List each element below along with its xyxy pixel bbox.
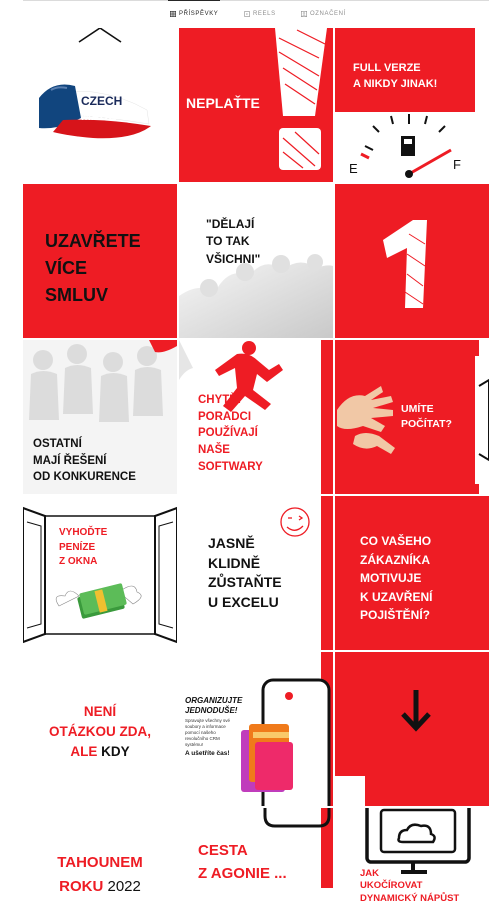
post-full-verze-line1: FULL VERZE: [353, 62, 421, 74]
posts-grid: [23, 28, 489, 902]
number-one-icon: [335, 184, 489, 338]
post-organizujte-cta: A ušetříte čas!: [185, 750, 230, 757]
post-full-verze-line2: A NIKDY JINAK!: [353, 78, 438, 90]
gauge-empty-label: E: [349, 161, 358, 176]
window-money-icon: [23, 496, 177, 650]
post-cesta[interactable]: [179, 808, 333, 902]
tab-reels[interactable]: [244, 0, 276, 28]
post-organizujte-title: ORGANIZUJTE JEDNODUŠE!: [185, 696, 243, 715]
post-full-verze[interactable]: [335, 28, 489, 182]
post-umite[interactable]: [335, 340, 489, 494]
post-neni-line3-a: ALE: [70, 744, 102, 759]
post-delaji-text: "DĚLAJÍ TO TAK VŠICHNI": [206, 217, 261, 266]
post-jak-text: JAK UKOČÍROVAT DYNAMICKÝ NÁPŮST: [360, 868, 460, 902]
fuel-gauge-icon: [335, 28, 489, 182]
post-jasne[interactable]: [179, 496, 333, 650]
tab-posts-label: PŘÍSPĚVKY: [179, 11, 219, 17]
gauge-full-label: F: [453, 157, 461, 172]
post-organizujte[interactable]: [179, 652, 333, 806]
post-tahounem[interactable]: [23, 808, 177, 902]
post-jak-ukocirovat[interactable]: [335, 808, 489, 902]
post-neni-line3: [23, 744, 177, 760]
post-tahounem-line2-a: ROKU: [59, 878, 108, 895]
post-uzavrete[interactable]: [23, 184, 177, 338]
post-neni-line2: OTÁZKOU ZDA,: [49, 724, 151, 739]
post-uzavrete-text: UZAVŘETE VÍCE SMLUV: [45, 231, 141, 305]
post-czech-made[interactable]: [23, 28, 177, 182]
tab-tagged-label: OZNAČENÍ: [310, 11, 346, 17]
post-neplatte[interactable]: [179, 28, 333, 182]
post-chytri-text: CHYTŘÍ PORADCI POUŽÍVAJÍ NAŠE SOFTWARY: [198, 394, 263, 473]
post-neplatte-text: NEPLAŤTE: [186, 95, 260, 111]
profile-tabs: [0, 0, 503, 28]
post-ostatni[interactable]: [23, 340, 177, 494]
post-umite-text: UMÍTE POČÍTAT?: [401, 403, 452, 431]
post-co-vaseho[interactable]: [335, 496, 489, 650]
post-tahounem-line1: TAHOUNEM: [57, 854, 143, 871]
tagged-icon: [301, 11, 307, 17]
post-neni-line3-b: KDY: [101, 744, 130, 759]
post-czech-made-line2: MADE: [81, 109, 117, 123]
post-czech-made-line1: CZECH: [81, 94, 123, 108]
post-organizujte-body: Spravujte všechny své soubory a informace pomocí našeho revolučního CRM systému!: [185, 718, 231, 748]
post-neni-line1: NENÍ: [83, 704, 117, 719]
tab-tagged[interactable]: [301, 0, 346, 28]
tab-reels-label: REELS: [253, 11, 276, 17]
arrow-down-icon: [335, 652, 489, 806]
post-vyhodte-text: VYHOĎTE PENÍZE Z OKNA: [59, 527, 108, 567]
post-one[interactable]: [335, 184, 489, 338]
post-ostatni-text: OSTATNÍ MAJÍ ŘEŠENÍ OD KONKURENCE: [33, 438, 136, 484]
post-delaji[interactable]: [179, 184, 333, 338]
grid-icon: [170, 11, 176, 17]
reels-icon: [244, 11, 250, 17]
post-tahounem-line2-b: 2022: [107, 878, 141, 895]
post-neni-otazkou[interactable]: [23, 652, 177, 806]
post-co-vaseho-text: CO VAŠEHO ZÁKAZNÍKA MOTIVUJE K UZAVŘENÍ POJIŠTĚNÍ?: [360, 534, 433, 623]
post-tahounem-line2: [23, 878, 177, 895]
tab-posts[interactable]: [170, 0, 218, 28]
post-jasne-text: JASNĚ KLIDNĚ ZŮSTAŇTE U EXCELU: [208, 535, 282, 610]
post-arrow-down[interactable]: [335, 652, 489, 806]
post-cesta-text: CESTA Z AGONIE ...: [198, 842, 287, 882]
post-vyhodte[interactable]: [23, 496, 177, 650]
post-chytri[interactable]: [179, 340, 333, 494]
